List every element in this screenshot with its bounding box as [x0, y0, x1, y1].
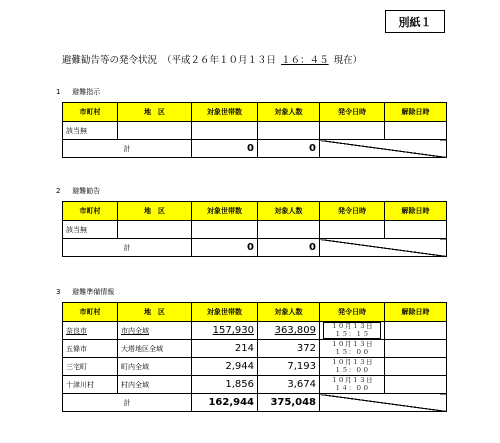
header-municipality: 市町村	[63, 103, 118, 122]
cell-households	[192, 322, 258, 340]
header-district: 地 区	[118, 303, 192, 322]
total-people: 0	[258, 239, 320, 257]
cell-households: 2,944	[192, 358, 258, 376]
section-2-label	[56, 186, 100, 196]
issued-datetime	[323, 341, 381, 356]
header-district: 地 区	[118, 103, 192, 122]
title-date: （平成２６年１０月１３日	[162, 55, 277, 66]
table-total-row	[63, 239, 447, 257]
total-label: 計	[63, 140, 192, 158]
table-total-row	[63, 140, 447, 158]
header-people: 対象人数	[258, 202, 320, 221]
header-lifted: 解除日時	[385, 202, 447, 221]
section-title: 避難勧告	[72, 187, 101, 195]
table-header-row	[63, 303, 447, 322]
header-people: 対象人数	[258, 303, 320, 322]
issued-date: １０月１３日	[331, 340, 373, 348]
section-1-label	[56, 87, 100, 97]
households-value: 157,930	[212, 325, 254, 336]
diagonal-empty-cell	[320, 239, 447, 257]
cell-people	[258, 221, 320, 239]
header-municipality: 市町村	[63, 303, 118, 322]
issued-datetime	[323, 322, 381, 339]
issued-time: １５：１５	[334, 329, 370, 338]
cell-lifted	[385, 122, 447, 140]
issued-datetime	[323, 377, 381, 392]
attachment-badge: 別紙１	[385, 10, 445, 33]
cell-municipality: 該当無	[63, 122, 118, 140]
section-title: 避難指示	[72, 88, 101, 96]
cell-lifted	[385, 358, 447, 376]
header-households: 対象世帯数	[192, 202, 258, 221]
header-municipality: 市町村	[63, 202, 118, 221]
district-name: 市内全域	[121, 326, 149, 335]
header-lifted: 解除日時	[385, 103, 447, 122]
municipality-name: 奈良市	[66, 326, 87, 335]
total-people: 375,048	[258, 394, 320, 412]
cell-lifted	[385, 340, 447, 358]
cell-lifted	[385, 376, 447, 394]
cell-district: 町内全域	[118, 358, 192, 376]
cell-district: 村内全域	[118, 376, 192, 394]
total-households: 162,944	[192, 394, 258, 412]
cell-municipality: 五條市	[63, 340, 118, 358]
header-district: 地 区	[118, 202, 192, 221]
title-suffix: 現在）	[333, 55, 363, 66]
cell-district	[118, 221, 192, 239]
cell-municipality: 三宅町	[63, 358, 118, 376]
table-row	[63, 122, 447, 140]
issued-date: １０月１３日	[331, 322, 373, 330]
table-row	[63, 340, 447, 358]
cell-people	[258, 122, 320, 140]
cell-district	[118, 322, 192, 340]
total-people: 0	[258, 140, 320, 158]
table-header-row	[63, 202, 447, 221]
cell-district	[118, 122, 192, 140]
header-issued: 発令日時	[320, 303, 385, 322]
issued-time: １５：００	[334, 347, 370, 356]
header-households: 対象世帯数	[192, 303, 258, 322]
total-households: 0	[192, 140, 258, 158]
issued-date: １０月１３日	[331, 358, 373, 366]
cell-municipality: 十津川村	[63, 376, 118, 394]
cell-households: 1,856	[192, 376, 258, 394]
total-households: 0	[192, 239, 258, 257]
issued-datetime	[323, 359, 381, 374]
total-label: 計	[63, 239, 192, 257]
table-row	[63, 376, 447, 394]
cell-district: 大塔地区全域	[118, 340, 192, 358]
header-people: 対象人数	[258, 103, 320, 122]
header-issued: 発令日時	[320, 202, 385, 221]
table-header-row	[63, 103, 447, 122]
table-total-row	[63, 394, 447, 412]
header-households: 対象世帯数	[192, 103, 258, 122]
section-title: 避難準備情報	[72, 288, 115, 296]
evacuation-preparation-table	[62, 302, 447, 412]
cell-people: 7,193	[258, 358, 320, 376]
cell-issued	[320, 122, 385, 140]
issued-date: １０月１３日	[331, 376, 373, 384]
diagonal-empty-cell	[320, 394, 447, 412]
cell-issued	[320, 221, 385, 239]
cell-lifted	[385, 221, 447, 239]
total-label: 計	[63, 394, 192, 412]
evacuation-advisory-table	[62, 201, 447, 257]
cell-people: 372	[258, 340, 320, 358]
cell-issued	[320, 376, 385, 394]
section-number: 1	[56, 88, 61, 96]
cell-municipality	[63, 322, 118, 340]
table-row	[63, 322, 447, 340]
header-issued: 発令日時	[320, 103, 385, 122]
issued-time: １５：００	[334, 365, 370, 374]
people-value: 363,809	[274, 325, 316, 336]
table-row	[63, 358, 447, 376]
cell-lifted	[385, 322, 447, 340]
section-number: 3	[56, 288, 61, 296]
cell-municipality: 該当無	[63, 221, 118, 239]
header-lifted: 解除日時	[385, 303, 447, 322]
cell-people: 3,674	[258, 376, 320, 394]
title-main: 避難勧告等の発令状況	[62, 55, 158, 66]
title-time: １６：４５	[281, 55, 329, 66]
cell-households	[192, 221, 258, 239]
cell-issued	[320, 340, 385, 358]
evacuation-order-table	[62, 102, 447, 158]
diagonal-empty-cell	[320, 140, 447, 158]
page-title	[62, 52, 364, 66]
cell-people	[258, 322, 320, 340]
issued-time: １４：００	[334, 383, 370, 392]
section-3-label	[56, 287, 114, 297]
cell-households	[192, 122, 258, 140]
cell-issued	[320, 358, 385, 376]
cell-issued	[320, 322, 385, 340]
table-row	[63, 221, 447, 239]
cell-households: 214	[192, 340, 258, 358]
section-number: 2	[56, 187, 61, 195]
